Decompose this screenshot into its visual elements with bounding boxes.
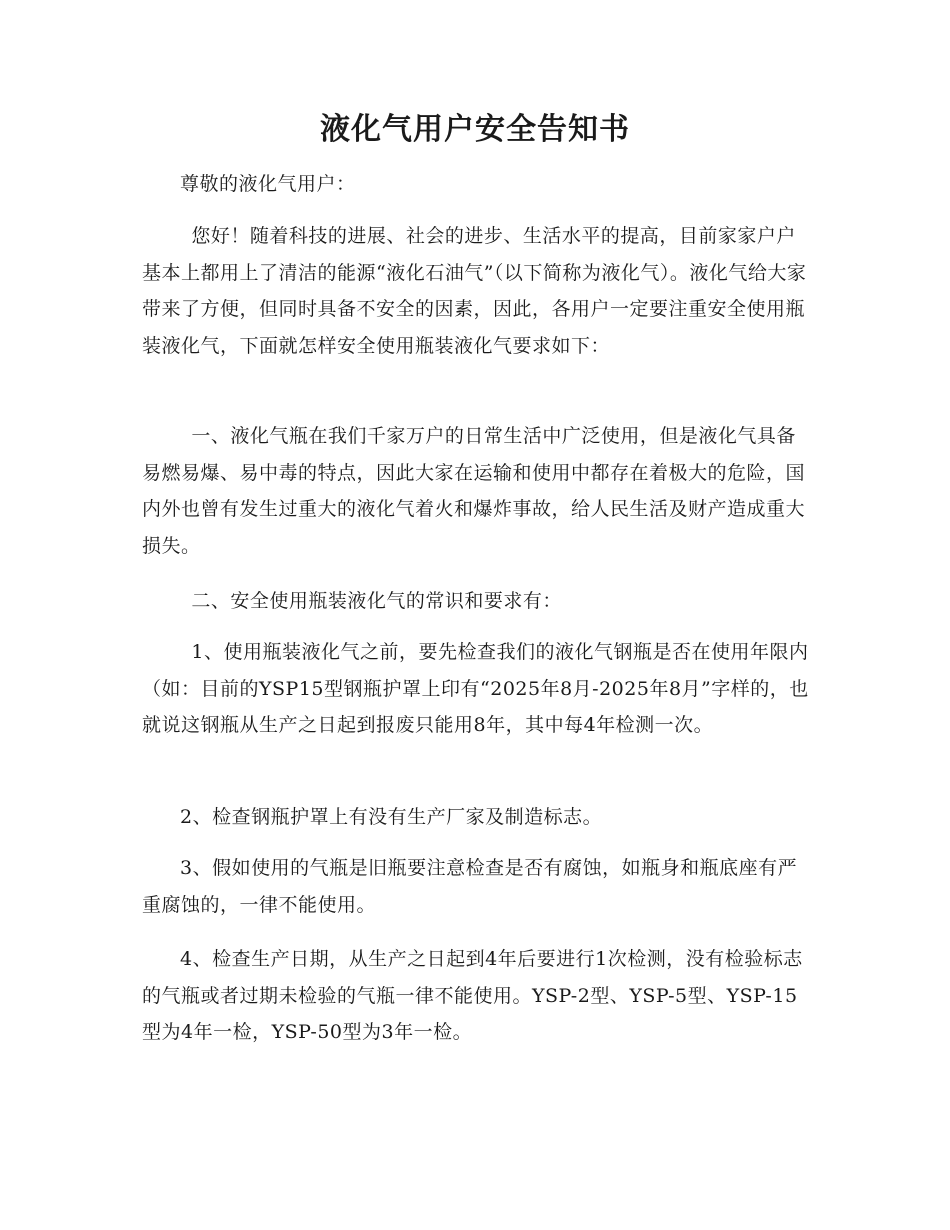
item-two-paragraph: 2、检查钢瓶护罩上有没有生产厂家及制造标志。: [180, 806, 603, 828]
intro-paragraph: 您好！随着科技的进展、社会的进步、生活水平的提高，目前家家户户基本上都用上了清洁的能源“液化石油气”（以下简称为液化气）。液化气给大家带来了方便，但同时具备不安全的因素，因此，各用户一定要注重安全使用瓶装液化气，下面就怎样安全使用瓶装液化气要求如下：: [142, 225, 807, 357]
item-one-paragraph: 1、使用瓶装液化气之前，要先检查我们的液化气钢瓶是否在使用年限内（如：目前的YSP15型钢瓶护罩上印有“2025年8月-2025年8月”字样的，也就说这钢瓶从生产之日起到报废只能用8年，其中每4年检测一次。: [142, 641, 809, 736]
document-title: 液化气用户安全告知书: [320, 112, 630, 147]
section-two-heading: 二、安全使用瓶装液化气的常识和要求有：: [191, 590, 562, 612]
item-four-paragraph: 4、检查生产日期，从生产之日起到4年后要进行1次检测，没有检验标志的气瓶或者过期未检验的气瓶一律不能使用。YSP-2型、YSP-5型、YSP-15型为4年一检，YSP-50型为3年一检。: [142, 948, 803, 1043]
item-three-paragraph: 3、假如使用的气瓶是旧瓶要注意检查是否有腐蚀，如瓶身和瓶底座有严重腐蚀的，一律不能使用。: [142, 857, 798, 916]
section-one-paragraph: 一、液化气瓶在我们千家万户的日常生活中广泛使用，但是液化气具备易燃易爆、易中毒的特点，因此大家在运输和使用中都存在着极大的危险，国内外也曾有发生过重大的液化气着火和爆炸事故，给人民生活及财产造成重大损失。: [142, 425, 806, 557]
salutation: 尊敬的液化气用户：: [180, 173, 356, 195]
